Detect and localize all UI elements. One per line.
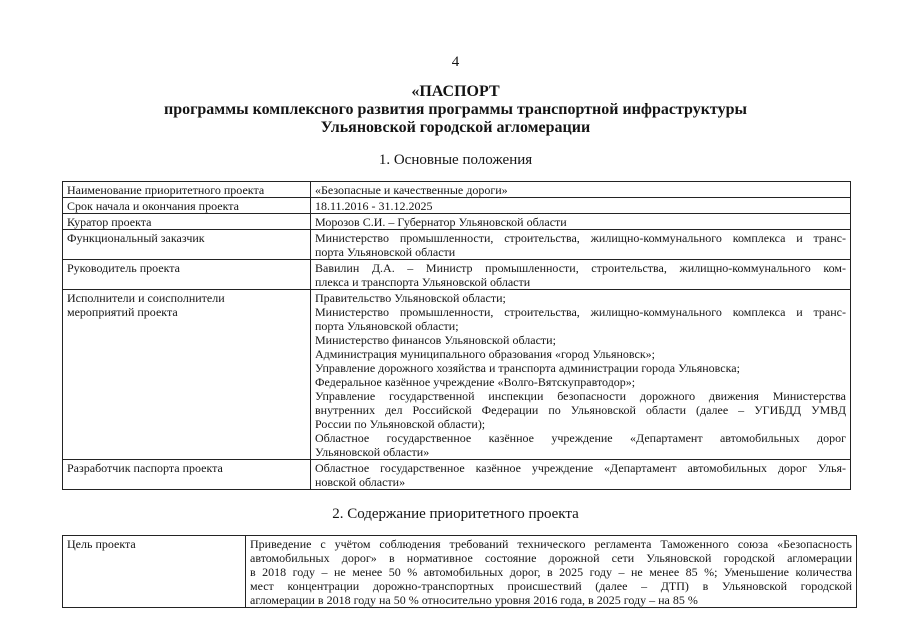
cell-line: Областное государственное казённое учреждение «Департамент автомобильных дорог: [315, 431, 846, 445]
cell-line: Руководитель проекта: [67, 261, 180, 275]
cell-paragraph: [67, 183, 306, 197]
cell-paragraph: [315, 215, 846, 229]
row-label: [63, 536, 246, 608]
cell-paragraph: [315, 231, 846, 259]
cell-line: Министерство финансов Ульяновской области;: [315, 333, 556, 347]
row-label: [63, 260, 311, 290]
cell-line: Функциональный заказчик: [67, 231, 205, 245]
cell-line: порта Ульяновской области;: [315, 319, 459, 333]
cell-line: новской области»: [315, 475, 406, 489]
document-title: [6, 83, 905, 137]
cell-paragraph: [67, 261, 306, 275]
cell-line: России по Ульяновской области);: [315, 417, 486, 431]
cell-line: Федеральное казённое учреждение «Волго-Вятскуправтодор»;: [315, 375, 636, 389]
document-title-line-1: «ПАСПОРТ: [411, 83, 500, 100]
row-value: [311, 290, 851, 460]
cell-line: Исполнители и соисполнители: [67, 291, 225, 305]
row-value: [311, 260, 851, 290]
cell-line: 18.11.2016 - 31.12.2025: [315, 199, 433, 213]
document-title-line-3: Ульяновской городской агломерации: [320, 119, 591, 136]
cell-line: Приведение с учётом соблюдения требований технического регламента Таможенного союза «Безопасность: [250, 537, 852, 551]
cell-paragraph: [315, 347, 846, 361]
cell-line: автомобильных дорог» в нормативное состояние дорожной сети Ульяновской городской агломерации: [250, 551, 852, 565]
cell-line: Правительство Ульяновской области;: [315, 291, 506, 305]
cell-line: агломерации в 2018 году на 50 % относительно уровня 2016 года, в 2025 году – на 85 %: [250, 593, 698, 607]
cell-paragraph: [315, 199, 846, 213]
row-label: [63, 230, 311, 260]
row-label: [63, 182, 311, 198]
row-passport-developer: [63, 460, 851, 490]
row-value: [311, 230, 851, 260]
row-label: [63, 214, 311, 230]
cell-line: «Безопасные и качественные дороги»: [315, 183, 508, 197]
row-label: [63, 290, 311, 460]
cell-line: Министерство промышленности, строительства, жилищно-коммунального комплекса и транс-: [315, 305, 846, 319]
row-project-name: [63, 182, 851, 198]
cell-line: Управление государственной инспекции безопасности дорожного движения Министерства: [315, 389, 846, 403]
row-label: [63, 460, 311, 490]
cell-paragraph: [315, 375, 846, 389]
row-value: [311, 182, 851, 198]
cell-paragraph: [67, 215, 306, 229]
cell-line: Цель проекта: [67, 537, 136, 551]
cell-line: Министерство промышленности, строительства, жилищно-коммунального комплекса и транс-: [315, 231, 846, 245]
cell-line: Срок начала и окончания проекта: [67, 199, 239, 213]
cell-line: мероприятий проекта: [67, 305, 178, 319]
row-value: [246, 536, 857, 608]
cell-line: Морозов С.И. – Губернатор Ульяновской области: [315, 215, 567, 229]
project-content-table: [62, 535, 857, 608]
cell-line: внутренних дел Российской Федерации по Ульяновской области (далее – УГИБДД УМВД: [315, 403, 846, 417]
row-value: [311, 198, 851, 214]
cell-paragraph: [315, 305, 846, 333]
row-value: [311, 214, 851, 230]
cell-line: Разработчик паспорта проекта: [67, 461, 223, 475]
cell-paragraph: [67, 291, 306, 319]
cell-paragraph: [67, 537, 241, 551]
cell-line: Куратор проекта: [67, 215, 152, 229]
cell-paragraph: [315, 291, 846, 305]
cell-line: Ульяновской области»: [315, 445, 430, 459]
row-label: [63, 198, 311, 214]
row-project-curator: [63, 214, 851, 230]
cell-line: плекса и транспорта Ульяновской области: [315, 275, 531, 289]
cell-line: Вавилин Д.А. – Министр промышленности, строительства, жилищно-коммунального ком-: [315, 261, 846, 275]
cell-paragraph: [315, 183, 846, 197]
cell-paragraph: [315, 389, 846, 431]
row-functional-customer: [63, 230, 851, 260]
cell-line: Управление дорожного хозяйства и транспорта администрации города Ульяновска;: [315, 361, 740, 375]
cell-paragraph: [67, 199, 306, 213]
cell-paragraph: [67, 461, 306, 475]
cell-line: Наименование приоритетного проекта: [67, 183, 265, 197]
section-heading-main-provisions: 1. Основные положения: [378, 152, 533, 168]
cell-paragraph: [315, 261, 846, 289]
cell-paragraph: [315, 431, 846, 459]
row-project-period: [63, 198, 851, 214]
cell-line: мест концентрации дорожно-транспортных происшествий (далее – ДТП) в Ульяновской городской: [250, 579, 852, 593]
document-title-line-2: программы комплексного развития программы транспортной инфраструктуры: [164, 101, 747, 118]
cell-paragraph: [315, 461, 846, 489]
cell-line: Администрация муниципального образования «город Ульяновск»;: [315, 347, 655, 361]
cell-line: Областное государственное казённое учреждение «Департамент автомобильных дорог Улья-: [315, 461, 846, 475]
cell-line: в 2018 году – не менее 50 % автомобильных дорог, в 2025 году – не менее 85 %; Уменьшение количества: [250, 565, 852, 579]
row-value: [311, 460, 851, 490]
row-executors: [63, 290, 851, 460]
cell-paragraph: [67, 231, 306, 245]
cell-paragraph: [250, 537, 852, 607]
row-project-manager: [63, 260, 851, 290]
cell-paragraph: [315, 333, 846, 347]
main-provisions-table: [62, 181, 851, 490]
cell-paragraph: [315, 361, 846, 375]
page-number: 4: [451, 54, 460, 70]
section-heading-project-content: 2. Содержание приоритетного проекта: [332, 506, 579, 522]
cell-line: порта Ульяновской области: [315, 245, 456, 259]
row-project-goal: [63, 536, 857, 608]
